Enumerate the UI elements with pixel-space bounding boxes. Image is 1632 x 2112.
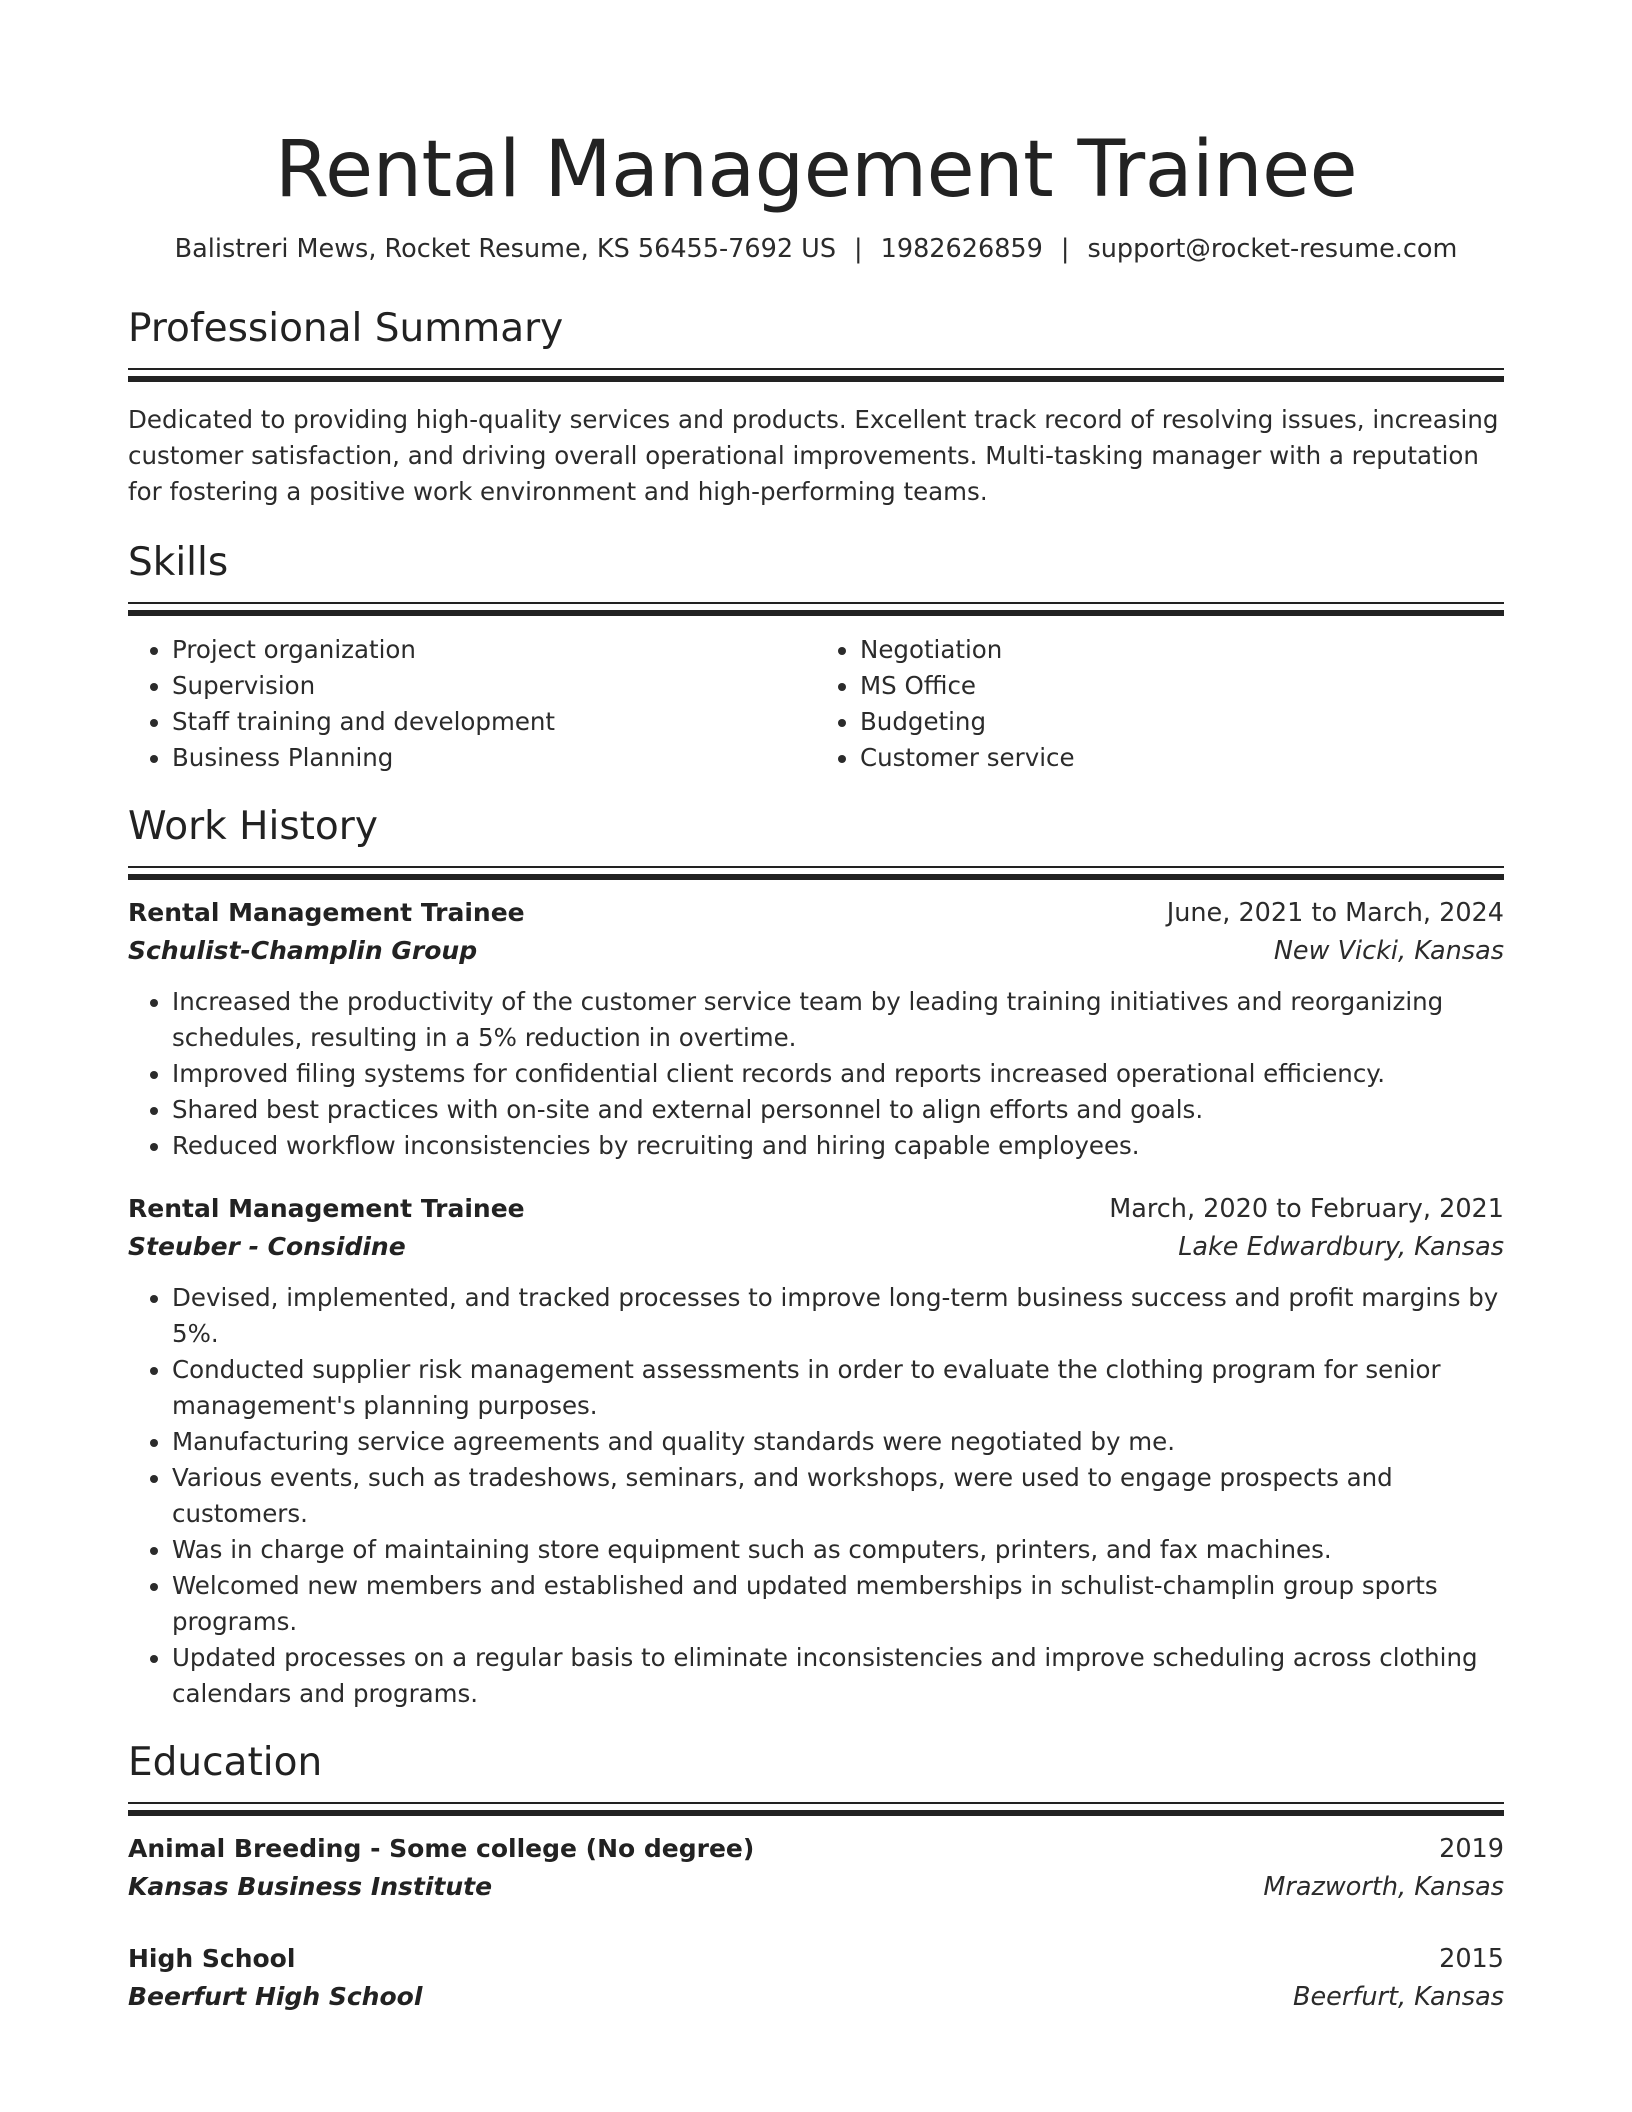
job-bullet: • Updated processes on a regular basis to eliminate inconsistencies and improve scheduling across clothing calendars and programs. xyxy=(172,1640,1504,1712)
skill-item: • Customer service xyxy=(860,740,1504,776)
section-divider xyxy=(128,1802,1504,1804)
education-entry xyxy=(128,1830,1504,1906)
job-location: New Vicki, Kansas xyxy=(1273,936,1504,966)
education-year: 2015 xyxy=(1439,1944,1504,1974)
job-bullet: • Manufacturing service agreements and quality standards were negotiated by me. xyxy=(172,1424,1504,1460)
job-title: Rental Management Trainee xyxy=(128,1194,525,1223)
job-bullet: • Shared best practices with on-site and external personnel to align efforts and goals. xyxy=(172,1092,1504,1128)
contact-separator: | xyxy=(854,234,863,264)
resume-page xyxy=(128,0,1504,2016)
work-history-section xyxy=(128,802,1504,1712)
job-company: Schulist-Champlin Group xyxy=(128,936,478,965)
summary-section xyxy=(128,304,1504,510)
job-bullet: • Was in charge of maintaining store equipment such as computers, printers, and fax machines. xyxy=(172,1532,1504,1568)
skill-item: • Project organization xyxy=(172,632,816,668)
skills-section xyxy=(128,538,1504,776)
education-degree: Animal Breeding - Some college (No degree) xyxy=(128,1834,755,1863)
job-entry xyxy=(128,894,1504,1164)
education-school: Beerfurt High School xyxy=(128,1982,423,2011)
job-bullet: • Devised, implemented, and tracked processes to improve long-term business success and profit margins by 5%. xyxy=(172,1280,1504,1352)
education-school: Kansas Business Institute xyxy=(128,1872,493,1901)
contact-email: support@rocket-resume.com xyxy=(1087,234,1458,264)
job-bullets xyxy=(128,1280,1504,1712)
skill-item: • Business Planning xyxy=(172,740,816,776)
section-heading-work: Work History xyxy=(128,804,378,849)
skill-item: • Supervision xyxy=(172,668,816,704)
summary-text: Dedicated to providing high-quality services and products. Excellent track record of resolving issues, increasing customer satisfaction, and driving overall operational improvements. Multi-tasking manager with a reputation for fostering a positive work environment and high-performing teams. xyxy=(128,405,1499,506)
job-title: Rental Management Trainee xyxy=(128,898,525,927)
education-year: 2019 xyxy=(1439,1834,1504,1864)
job-dates: March, 2020 to February, 2021 xyxy=(1109,1194,1504,1224)
education-section xyxy=(128,1738,1504,2016)
education-degree: High School xyxy=(128,1944,296,1973)
job-bullet: • Conducted supplier risk management assessments in order to evaluate the clothing program for senior management's planning purposes. xyxy=(172,1352,1504,1424)
contact-phone: 1982626859 xyxy=(880,234,1043,264)
job-entry xyxy=(128,1190,1504,1712)
section-divider xyxy=(128,866,1504,868)
contact-address: Balistreri Mews, Rocket Resume, KS 56455-7692 US xyxy=(174,234,837,264)
section-heading-summary: Professional Summary xyxy=(128,306,564,351)
job-dates: June, 2021 to March, 2024 xyxy=(1166,898,1504,928)
contact-separator: | xyxy=(1060,234,1070,264)
job-bullets xyxy=(128,984,1504,1164)
resume-title: Rental Management Trainee xyxy=(274,125,1358,215)
section-heading-education: Education xyxy=(128,1740,323,1785)
skill-item: • Budgeting xyxy=(860,704,1504,740)
skill-item: • MS Office xyxy=(860,668,1504,704)
job-bullet: • Increased the productivity of the customer service team by leading training initiatives and reorganizing schedules, resulting in a 5% reduction in overtime. xyxy=(172,984,1504,1056)
skills-column-right xyxy=(816,632,1504,776)
education-location: Mrazworth, Kansas xyxy=(1263,1872,1504,1902)
skill-item: • Negotiation xyxy=(860,632,1504,668)
job-bullet: • Improved filing systems for confidential client records and reports increased operational efficiency. xyxy=(172,1056,1504,1092)
section-divider-thick xyxy=(128,874,1504,880)
section-divider-thick xyxy=(128,376,1504,382)
job-bullet: • Reduced workflow inconsistencies by recruiting and hiring capable employees. xyxy=(172,1128,1504,1164)
education-entry xyxy=(128,1940,1504,2016)
skill-item: • Staff training and development xyxy=(172,704,816,740)
contact-line xyxy=(128,232,1504,266)
education-location: Beerfurt, Kansas xyxy=(1293,1982,1504,2012)
section-heading-skills: Skills xyxy=(128,540,229,585)
job-bullet: • Welcomed new members and established and updated memberships in schulist-champlin group sports programs. xyxy=(172,1568,1504,1640)
section-divider-thick xyxy=(128,610,1504,616)
job-location: Lake Edwardbury, Kansas xyxy=(1178,1232,1504,1262)
job-company: Steuber - Considine xyxy=(128,1232,406,1261)
section-divider xyxy=(128,368,1504,370)
section-divider xyxy=(128,602,1504,604)
skills-column-left xyxy=(128,632,816,776)
job-bullet: • Various events, such as tradeshows, seminars, and workshops, were used to engage prospects and customers. xyxy=(172,1460,1504,1532)
section-divider-thick xyxy=(128,1810,1504,1816)
skills-list xyxy=(128,632,1504,776)
